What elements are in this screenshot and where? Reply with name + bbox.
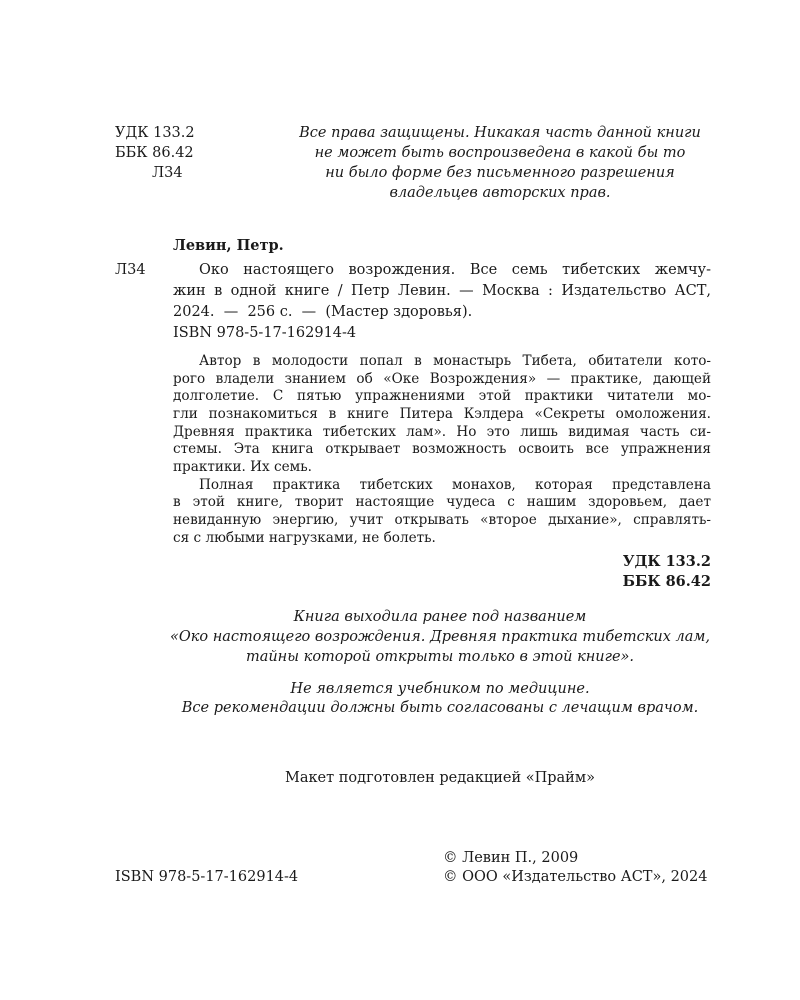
description-line: Око настоящего возрождения. Все семь тибетских жемчу-: [199, 262, 711, 278]
abstract-line: долголетие. С пятью упражнениями этой практики читатели мо-: [173, 388, 711, 404]
copyright-publisher: © ООО «Издательство АСТ», 2024: [443, 869, 708, 885]
rights-line: ни было форме без письменного разрешения: [325, 165, 675, 181]
abstract-line: рого владели знанием об «Оке Возрождения» — практике, дающей: [173, 371, 711, 387]
abstract-line: ся с любыми нагрузками, не болеть.: [173, 530, 436, 546]
abstract-line: Древняя практика тибетских лам». Но это лишь видимая часть си-: [173, 424, 711, 440]
description-line: 2024. — 256 с. — (Мастер здоровья).: [173, 304, 473, 320]
abstract-line: невиданную энергию, учит открывать «второе дыхание», справлять-: [173, 512, 711, 528]
note-line: Книга выходила ранее под названием: [293, 609, 587, 625]
rights-line: Все права защищены. Никакая часть данной книги: [299, 125, 701, 141]
rights-line: не может быть воспроизведена в какой бы то: [314, 145, 686, 161]
author-heading: Левин, Петр.: [173, 237, 284, 254]
footer-isbn: ISBN 978-5-17-162914-4: [115, 869, 299, 885]
bbk-code: ББК 86.42: [115, 145, 194, 161]
isbn: ISBN 978-5-17-162914-4: [173, 325, 357, 341]
description-line: жин в одной книге / Петр Левин. — Москва : Издательство АСТ,: [173, 283, 711, 299]
note-line: «Око настоящего возрождения. Древняя практика тибетских лам,: [169, 629, 711, 645]
udk-code: УДК 133.2: [115, 125, 195, 141]
entry-code: Л34: [115, 262, 146, 278]
note-line: тайны которой открыты только в этой книге».: [245, 649, 635, 665]
abstract-bbk: ББК 86.42: [622, 573, 711, 590]
note-line: Все рекомендации должны быть согласованы с лечащим врачом.: [181, 700, 699, 716]
rights-line: владельцев авторских прав.: [389, 185, 611, 201]
abstract-line: Полная практика тибетских монахов, которая представлена: [199, 477, 711, 493]
abstract-line: гли познакомиться в книге Питера Кэлдера «Секреты омоложения.: [173, 406, 711, 422]
abstract-line: стемы. Эта книга открывает возможность освоить все упражнения: [173, 441, 711, 457]
abstract-line: Автор в молодости попал в монастырь Тибета, обитатели кото-: [199, 353, 711, 369]
abstract-line: практики. Их семь.: [173, 459, 312, 475]
copyright-author: © Левин П., 2009: [443, 850, 579, 866]
layout-credit: Макет подготовлен редакцией «Прайм»: [285, 770, 595, 786]
abstract-udk: УДК 133.2: [622, 553, 711, 570]
note-line: Не является учебником по медицине.: [290, 681, 590, 697]
abstract-line: в этой книге, творит настоящие чудеса с нашим здоровьем, дает: [173, 494, 711, 510]
author-sign: Л34: [152, 165, 183, 181]
